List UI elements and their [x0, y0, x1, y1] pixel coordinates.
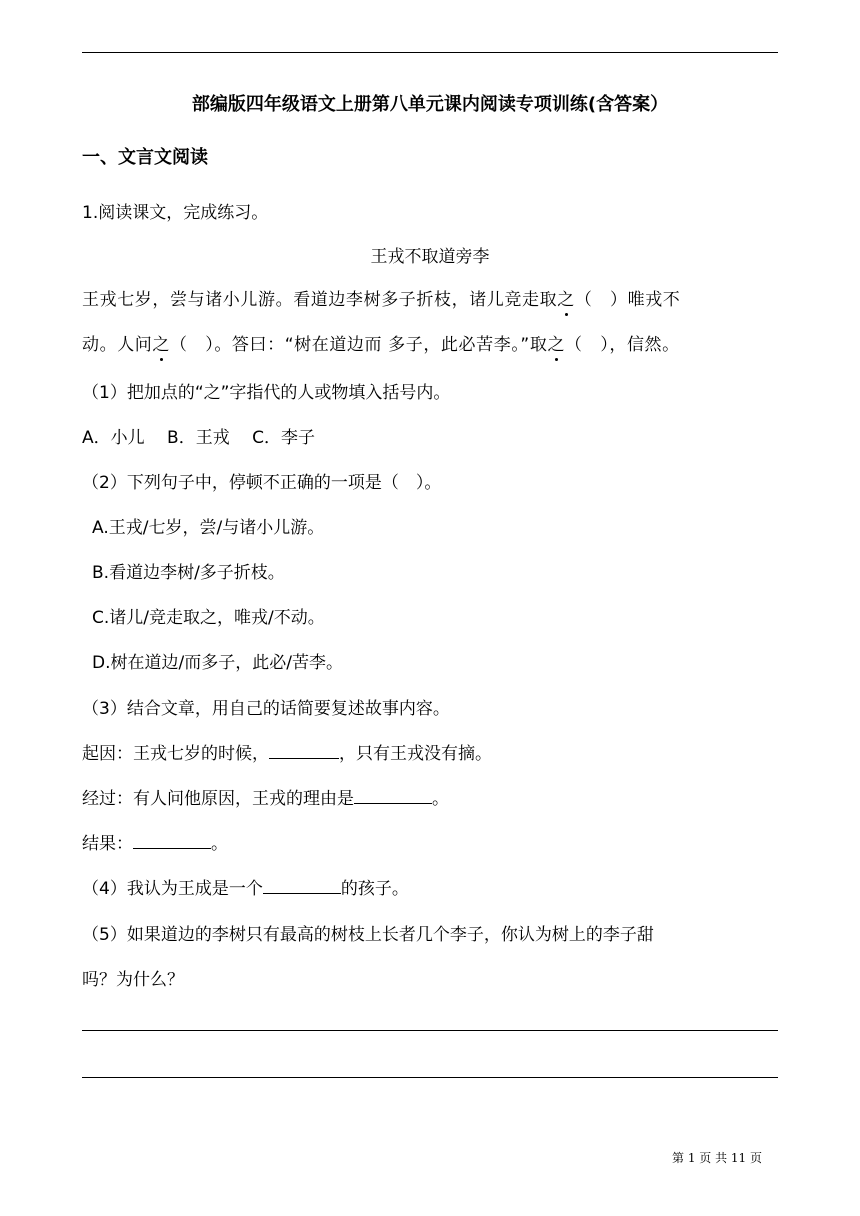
passage-text: （ ）。答曰：“树在道边而 多子，此必苦李。”取: [170, 335, 548, 355]
question-2: （2）下列句子中，停顿不正确的一项是（ ）。: [82, 473, 442, 493]
passage-text: 王戎七岁，尝与诸小儿游。看道边李树多子折枝，诸儿竞走取: [82, 290, 558, 310]
header-rule: [82, 52, 778, 53]
answer-blank[interactable]: [354, 787, 432, 804]
question-3-process: [82, 787, 778, 811]
question-2-option-c: C.诸儿/竞走取之，唯戎/不动。: [92, 608, 325, 628]
dotted-character: 之: [557, 290, 575, 310]
answer-blank[interactable]: [133, 832, 211, 849]
result-label: 结果：: [82, 834, 133, 854]
question-intro: 1.阅读课文，完成练习。: [82, 203, 269, 223]
section-heading: 一、文言文阅读: [82, 147, 208, 168]
passage-line-2: [82, 333, 778, 357]
document-title: 部编版四年级语文上册第八单元课内阅读专项训练(含答案）: [191, 94, 669, 115]
passage-line-1: [82, 288, 778, 312]
page-footer: 第 1 页 共 11 页: [672, 1151, 762, 1165]
question-5-line-2: 吗？为什么？: [82, 970, 184, 990]
question-3-result: [82, 832, 778, 856]
cause-text: ，只有王戎没有摘。: [339, 744, 492, 764]
question-2-option-b: B.看道边李树/多子折枝。: [92, 563, 285, 583]
question-5-line-1: （5）如果道边的李树只有最高的树枝上长者几个李子，你认为树上的李子甜: [82, 925, 654, 945]
result-text: 。: [211, 834, 228, 854]
question-1: （1）把加点的“之”字指代的人或物填入括号内。: [82, 383, 451, 403]
question-4: [82, 877, 778, 901]
answer-line[interactable]: [82, 1030, 778, 1031]
passage-text: （ ），信然。: [565, 335, 680, 355]
question-3-cause: [82, 742, 778, 766]
question-1-options: A．小儿 B．王戎 C．李子: [82, 428, 315, 448]
question-3: （3）结合文章，用自己的话简要复述故事内容。: [82, 699, 450, 719]
cause-label: 起因：王戎七岁的时候，: [82, 744, 269, 764]
passage-text: 动。人问: [82, 335, 153, 355]
question-2-option-d: D.树在道边/而多子，此必/苦李。: [92, 653, 343, 673]
answer-blank[interactable]: [269, 742, 339, 759]
answer-blank[interactable]: [263, 877, 341, 894]
question-2-option-a: A.王戎/七岁，尝/与诸小儿游。: [92, 518, 325, 538]
passage-title: 王戎不取道旁李: [370, 247, 490, 267]
question-4-text: （4）我认为王成是一个: [82, 879, 263, 899]
question-4-text: 的孩子。: [340, 879, 409, 899]
process-text: 。: [432, 789, 449, 809]
answer-line[interactable]: [82, 1077, 778, 1078]
passage-text: （ ）唯戎不: [574, 290, 681, 310]
dotted-character: 之: [547, 335, 566, 355]
dotted-character: 之: [152, 335, 171, 355]
process-label: 经过：有人问他原因，王戎的理由是: [82, 789, 354, 809]
